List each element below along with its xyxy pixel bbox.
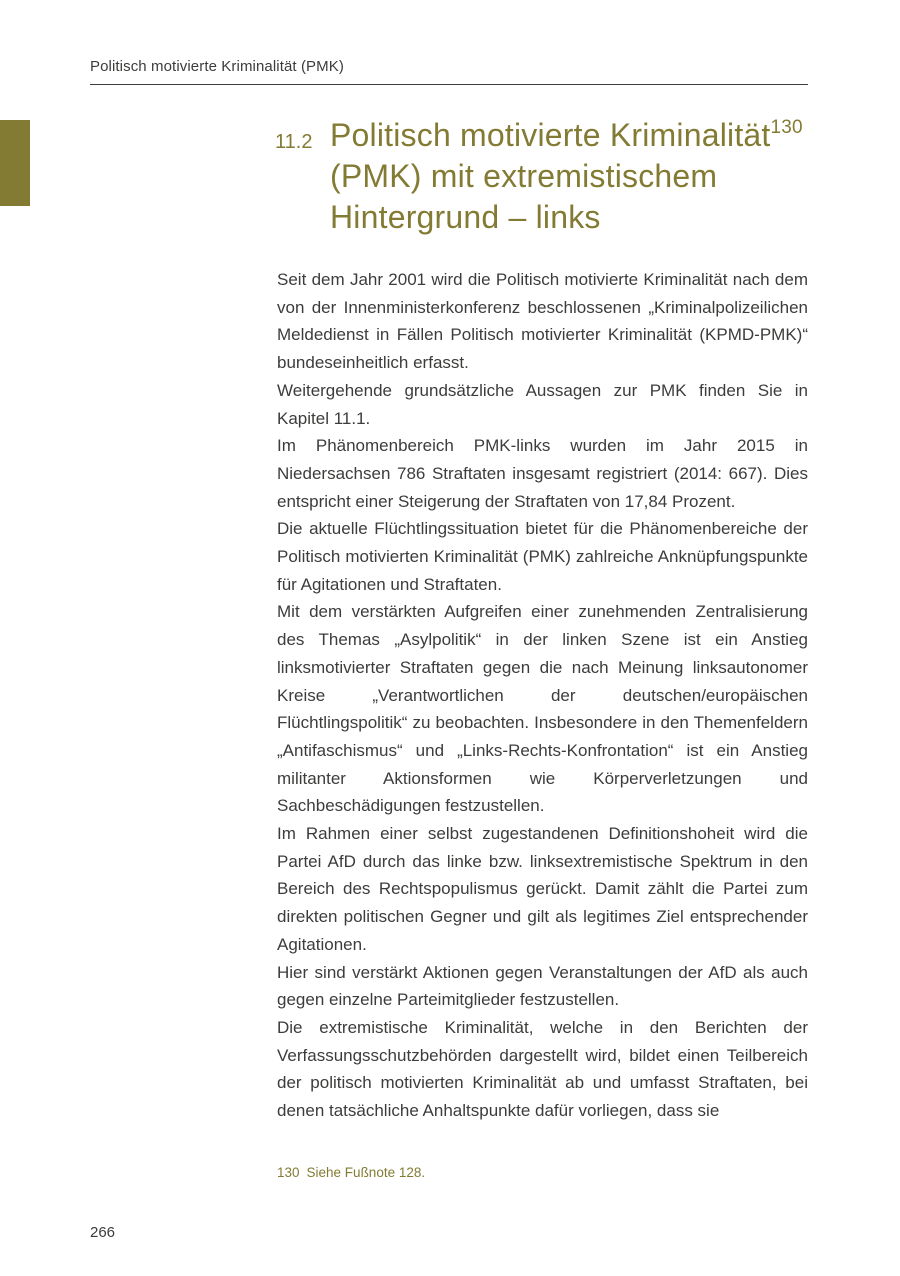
paragraph: Seit dem Jahr 2001 wird die Politisch motivierte Kriminalität nach dem von der Innenministerkonferenz beschlossenen „Kriminalpolizeilichen Meldedienst in Fällen Politisch motivierter Kriminalität (KPMD-PMK)“ bundeseinheitlich erfasst.: [277, 270, 808, 373]
section-title-line3: Hintergrund – links: [330, 199, 601, 235]
paragraph: Hier sind verstärkt Aktionen gegen Veranstaltungen der AfD als auch gegen einzelne Parteimitglieder festzustellen.: [277, 962, 808, 1010]
paragraph: Die aktuelle Flüchtlingssituation bietet für die Phänomenbereiche der Politisch motivierten Kriminalität (PMK) zahlreiche Anknüpfungspunkte für Agitationen und Straftaten.: [277, 519, 808, 594]
section-title: [330, 115, 803, 238]
running-header: Politisch motivierte Kriminalität (PMK): [90, 58, 808, 85]
paragraph: Im Phänomenbereich PMK-links wurden im Jahr 2015 in Niedersachsen 786 Straftaten insgesamt registriert (2014: 667). Dies entspricht einer Steigerung der Straftaten von 17,84 Prozent.: [277, 436, 808, 511]
paragraph: Die extremistische Kriminalität, welche in den Berichten der Verfassungsschutzbehörden dargestellt wird, bildet einen Teilbereich der politisch motivierten Kriminalität ab und umfasst Straftaten, bei denen tatsächliche Anhaltspunkte dafür vorliegen, dass sie: [277, 1017, 808, 1121]
footnote-text: Siehe Fußnote 128.: [306, 1165, 426, 1180]
body-text: [277, 266, 808, 1125]
section-title-line1: Politisch motivierte Kriminalität: [330, 117, 771, 153]
footnote: [277, 1165, 425, 1180]
section-margin-marker: [0, 120, 30, 206]
footnote-reference: 130: [770, 117, 803, 138]
paragraph: Im Rahmen einer selbst zugestandenen Definitionshoheit wird die Partei AfD durch das linke bzw. linksextremistische Spektrum in den Bereich des Rechtspopulismus gerückt. Damit zählt die Partei zum direkten politischen Gegner und gilt als legitimes Ziel entsprechender Agitationen.: [277, 824, 808, 954]
page-number: 266: [90, 1224, 116, 1241]
paragraph: Weitergehende grundsätzliche Aussagen zur PMK finden Sie in Kapitel 11.1.: [277, 380, 808, 428]
section-number: 11.2: [275, 131, 313, 153]
paragraph: Mit dem verstärkten Aufgreifen einer zunehmenden Zentralisierung des Themas „Asylpolitik“ in der linken Szene ist ein Anstieg linksmotivierter Straftaten gegen die nach Meinung linksautonomer Kreise „Verantwortlichen der deutschen/europäischen Flüchtlingspolitik“ zu beobachten. Insbesondere in den Themenfeldern „Antifaschismus“ und „Links-Rechts-Konfrontation“ ist ein Anstieg militanter Aktionsformen wie Körperverletzungen und Sachbeschädigungen festzustellen.: [277, 602, 808, 816]
section-title-line2: (PMK) mit extremistischem: [330, 158, 718, 194]
footnote-number: 130: [277, 1165, 300, 1180]
